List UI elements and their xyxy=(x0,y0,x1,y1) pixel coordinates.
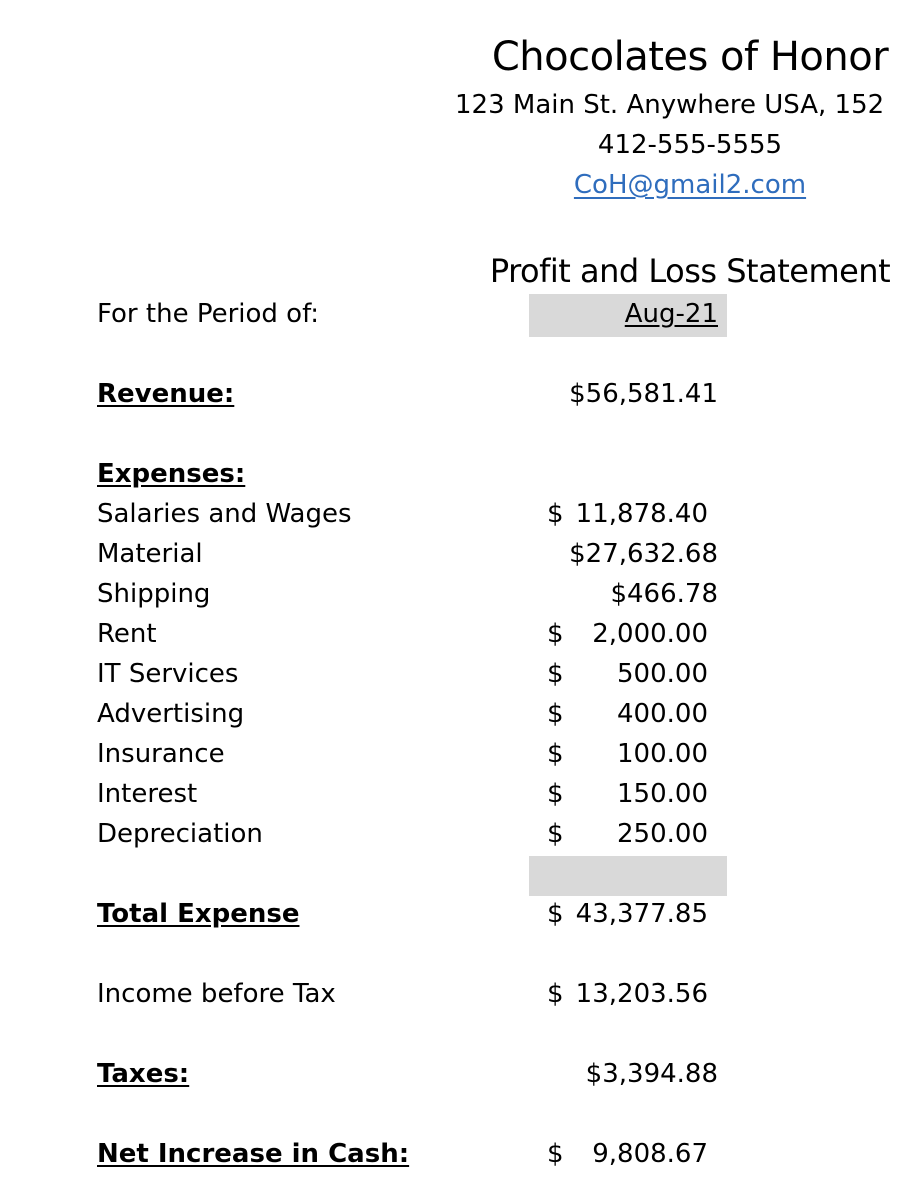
expense-label-it-services: IT Services xyxy=(97,659,239,689)
period-value: Aug-21 xyxy=(624,299,718,329)
period-label: For the Period of: xyxy=(97,299,320,329)
expense-amount-insurance: 100.00 xyxy=(617,739,708,769)
expense-dollar-depreciation: $ xyxy=(547,819,564,849)
expense-amount-salaries: 11,878.40 xyxy=(575,499,708,529)
expense-amount-advertising: 400.00 xyxy=(617,699,708,729)
total-expense-label: Total Expense xyxy=(97,899,300,929)
expense-amount-it-services: 500.00 xyxy=(617,659,708,689)
expense-label-salaries: Salaries and Wages xyxy=(97,499,352,529)
expense-dollar-advertising: $ xyxy=(547,699,564,729)
expense-dollar-insurance: $ xyxy=(547,739,564,769)
total-expense-amount: 43,377.85 xyxy=(575,899,708,929)
company-email-link-row xyxy=(440,170,898,200)
expense-label-advertising: Advertising xyxy=(97,699,245,729)
expense-label-depreciation: Depreciation xyxy=(97,819,263,849)
expense-label-shipping: Shipping xyxy=(97,579,211,609)
expense-label-material: Material xyxy=(97,539,203,569)
statement-title: Profit and Loss Statement xyxy=(489,252,891,290)
income-before-tax-dollar: $ xyxy=(547,979,564,1009)
expense-value-material: $27,632.68 xyxy=(569,539,718,569)
expense-label-interest: Interest xyxy=(97,779,198,809)
expense-label-rent: Rent xyxy=(97,619,157,649)
expenses-heading: Expenses: xyxy=(97,459,246,489)
expense-amount-rent: 2,000.00 xyxy=(592,619,708,649)
net-increase-label: Net Increase in Cash: xyxy=(97,1139,410,1169)
company-phone: 412-555-5555 xyxy=(597,130,783,160)
net-increase-dollar: $ xyxy=(547,1139,564,1169)
expense-amount-depreciation: 250.00 xyxy=(617,819,708,849)
company-email-link[interactable]: CoH@gmail2.com xyxy=(573,170,807,200)
expense-dollar-salaries: $ xyxy=(547,499,564,529)
expense-dollar-rent: $ xyxy=(547,619,564,649)
revenue-label: Revenue: xyxy=(97,379,235,409)
expense-dollar-interest: $ xyxy=(547,779,564,809)
expense-dollar-it-services: $ xyxy=(547,659,564,689)
company-address: 123 Main St. Anywhere USA, 152 xyxy=(455,90,885,120)
income-before-tax-amount: 13,203.56 xyxy=(575,979,708,1009)
expense-value-shipping: $466.78 xyxy=(610,579,718,609)
net-increase-amount: 9,808.67 xyxy=(592,1139,708,1169)
taxes-label: Taxes: xyxy=(97,1059,190,1089)
total-expense-dollar: $ xyxy=(547,899,564,929)
blank-cell-shade xyxy=(529,856,727,896)
taxes-value: $3,394.88 xyxy=(585,1059,718,1089)
income-before-tax-label: Income before Tax xyxy=(97,979,336,1009)
company-name: Chocolates of Honor xyxy=(491,34,889,80)
expense-label-insurance: Insurance xyxy=(97,739,225,769)
expense-amount-interest: 150.00 xyxy=(617,779,708,809)
revenue-value: $56,581.41 xyxy=(569,379,718,409)
